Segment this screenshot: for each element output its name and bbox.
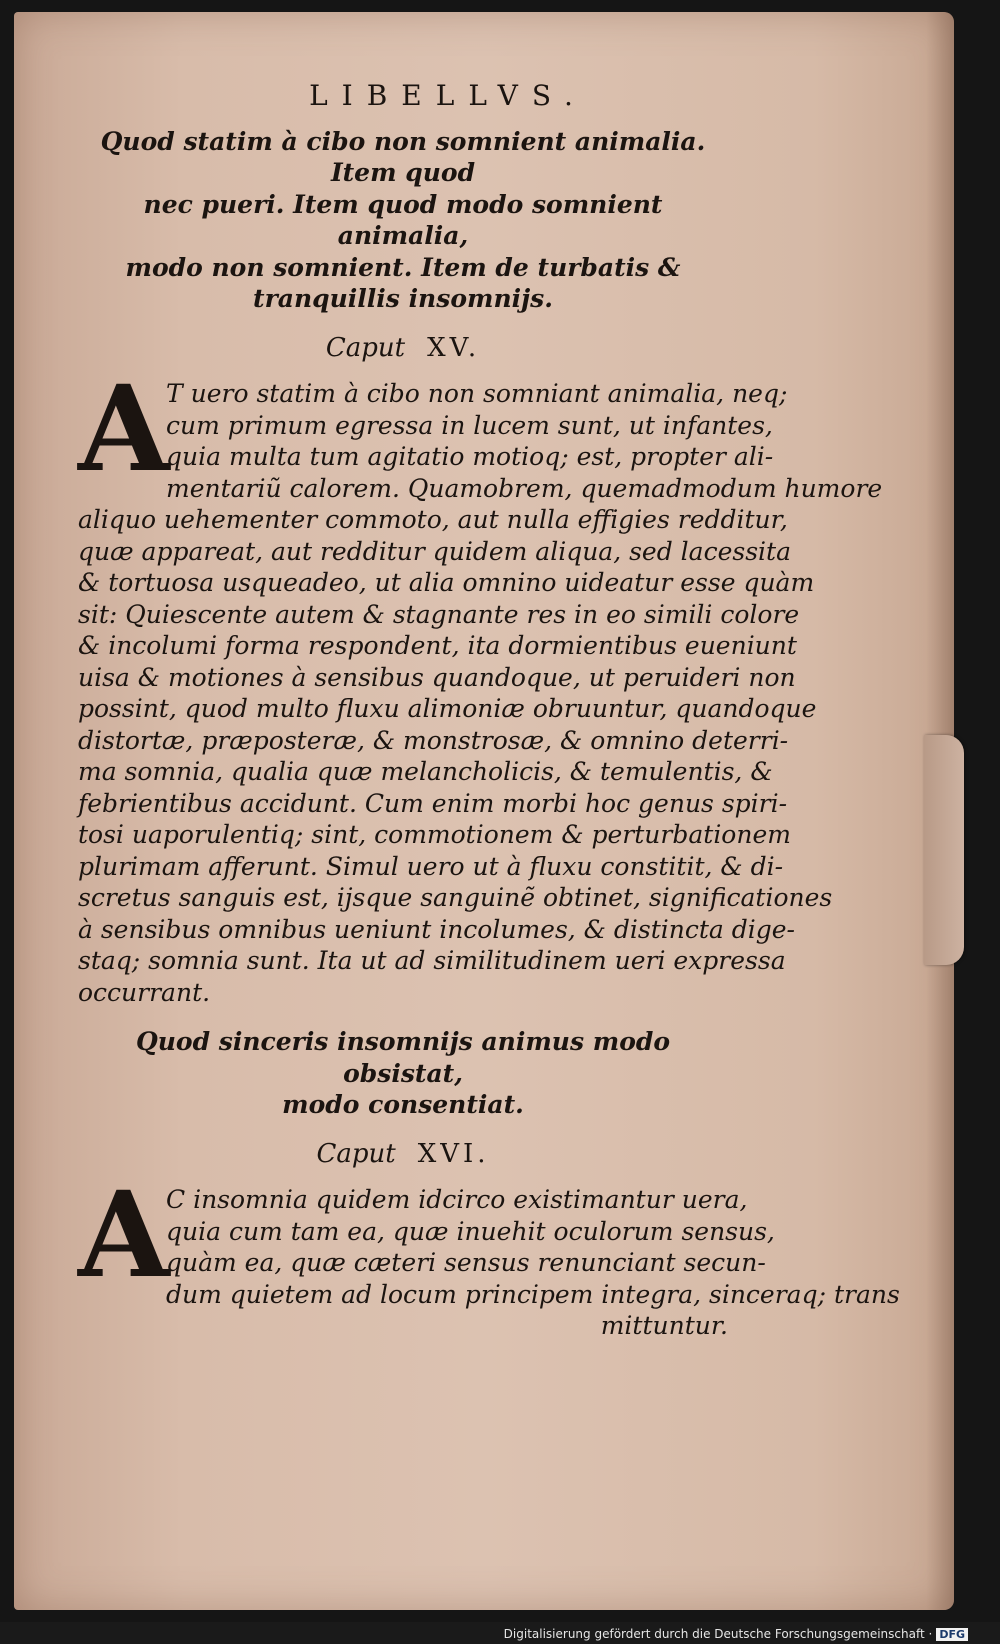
text-line: quàm ea, quæ cæteri sensus renunciant secun- bbox=[166, 1248, 766, 1277]
text-line: C insomnia quidem idcirco existimantur uera, bbox=[166, 1185, 748, 1214]
summary-line: modo non somnient. Item de turbatis & bbox=[125, 252, 681, 282]
text-line: staq; somnia sunt. Ita ut ad similitudinem ueri expressa bbox=[78, 946, 786, 975]
text-line: mentariũ calorem. Quamobrem, quemadmodum humore bbox=[166, 473, 883, 503]
text-line: possint, quod multo fluxu alimoniæ obruuntur, quandoque bbox=[78, 694, 817, 723]
running-head: LIBELLVS. bbox=[309, 79, 587, 112]
drop-cap: A bbox=[78, 1165, 170, 1304]
summary-line: Quod sinceris insomnijs animus modo obsistat, bbox=[135, 1027, 671, 1088]
chapter-15-text bbox=[78, 359, 883, 1008]
text-line: quæ appareat, aut redditur quidem aliqua, sed lacessita bbox=[78, 536, 791, 566]
text-line: & tortuosa usqueadeo, ut alia omnino uideatur esse quàm bbox=[78, 568, 815, 597]
summary-line: Quod statim à cibo non somnient animalia. Item quod bbox=[100, 126, 706, 187]
text-line: plurimam afferunt. Simul uero ut à fluxu constitit, & di- bbox=[78, 851, 784, 881]
chapter-16-summary bbox=[78, 1026, 728, 1121]
chapter-15-heading bbox=[78, 333, 728, 365]
text-line: à sensibus omnibus ueniunt incolumes, & distincta dige- bbox=[78, 914, 795, 944]
text-line: occurrant. bbox=[78, 977, 211, 1007]
drop-cap: A bbox=[78, 359, 170, 498]
summary-line: modo consentiat. bbox=[282, 1090, 524, 1119]
text-line: ma somnia, qualia quæ melancholicis, & temulentis, & bbox=[78, 757, 773, 786]
text-line: quia multa tum agitatio motioq; est, propter ali- bbox=[166, 442, 774, 471]
text-line: aliquo uehementer commoto, aut nulla effigies redditur, bbox=[78, 505, 788, 534]
page-text bbox=[78, 79, 900, 1342]
summary-line: nec pueri. Item quod modo somnient animalia, bbox=[143, 189, 663, 250]
summary-line: tranquillis insomnijs. bbox=[253, 284, 553, 313]
text-line: distortæ, præposteræ, & monstrosæ, & omnino deterri- bbox=[78, 725, 789, 755]
text-line: febrientibus accidunt. Cum enim morbi hoc genus spiri- bbox=[78, 788, 788, 818]
credit-text: Digitalisierung gefördert durch die Deutsche Forschungsgemeinschaft · bbox=[503, 1627, 933, 1641]
text-line: quia cum tam ea, quæ inuehit oculorum sensus, bbox=[166, 1216, 775, 1246]
chapter-15-summary bbox=[78, 126, 728, 315]
chapter-16-text bbox=[78, 1165, 900, 1342]
caput-label: Caput bbox=[325, 332, 406, 363]
text-line: mittuntur. bbox=[600, 1311, 728, 1340]
text-line: uisa & motiones à sensibus quandoque, ut peruideri non bbox=[78, 662, 796, 692]
dfg-logo-badge: DFG bbox=[936, 1628, 968, 1641]
text-line: tosi uaporulentiq; sint, commotionem & perturbationem bbox=[78, 820, 791, 849]
caput-number: XVI. bbox=[417, 1138, 490, 1169]
chapter-16-heading bbox=[78, 1139, 728, 1171]
text-line: T uero statim à cibo non somniant animalia, neq; bbox=[166, 379, 788, 408]
digitization-credit bbox=[504, 1627, 968, 1641]
caput-number: XV. bbox=[427, 332, 481, 363]
text-line: cum primum egressa in lucem sunt, ut infantes, bbox=[166, 410, 773, 440]
text-line: & incolumi forma respondent, ita dormientibus eueniunt bbox=[78, 631, 797, 660]
text-line: sit: Quiescente autem & stagnante res in eo simili colore bbox=[78, 599, 800, 629]
caput-label: Caput bbox=[316, 1138, 396, 1169]
page-tab bbox=[924, 735, 964, 965]
text-line: scretus sanguis est, ijsque sanguinẽ obtinet, significationes bbox=[78, 883, 833, 912]
text-line: dum quietem ad locum principem integra, sinceraq; trans bbox=[166, 1279, 900, 1309]
